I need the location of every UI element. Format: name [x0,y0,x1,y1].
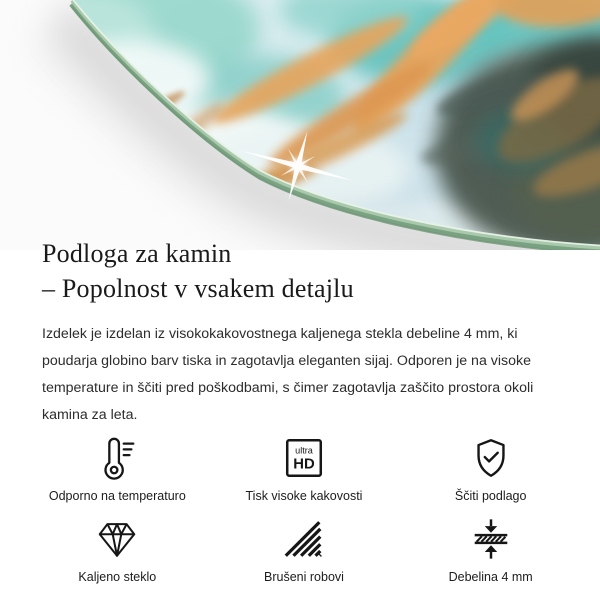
thickness-icon [468,516,514,562]
title-line-1: Podloga za kamin [42,239,232,268]
ultra-hd-icon-text-bottom: HD [293,456,315,473]
product-description: Izdelek je izdelan iz visokokakovostnega kaljenega stekla debeline 4 mm, ki poudarja globino barv tiska in zagotavlja eleganten sijaj. Odporen je na visoke temperature in ščiti pred poškodbami, s čimer zagotavlja zaščito prostora okoli kamina za leta. [42,326,534,423]
feature-label: Odporno na temperaturo [48,489,186,503]
feature-label: Ščiti podlago [454,489,527,503]
feature-tempered-glass [24,516,211,585]
feature-polished-edges [211,516,398,585]
feature-thickness [397,516,584,585]
feature-temperature [24,435,211,504]
feature-label: Tisk visoke kakovosti [245,489,363,503]
diamond-icon [94,516,140,562]
thermometer-icon [94,435,140,481]
feature-label: Debelina 4 mm [448,570,533,584]
polished-edges-icon [281,516,327,562]
shield-check-icon [468,435,514,481]
feature-print-quality [211,435,398,504]
feature-label: Kaljeno steklo [78,570,157,584]
title-line-2: – Popolnost v vsakem detajlu [42,274,354,303]
ultra-hd-icon [281,435,327,481]
features-grid [24,435,584,585]
glass-pad-illustration [0,0,600,250]
feature-protection [397,435,584,504]
product-info-section [0,236,600,585]
feature-label: Brušeni robovi [264,570,344,584]
page-title [42,236,562,306]
ultra-hd-icon-text-top: ultra [295,445,313,456]
product-image [0,0,600,250]
